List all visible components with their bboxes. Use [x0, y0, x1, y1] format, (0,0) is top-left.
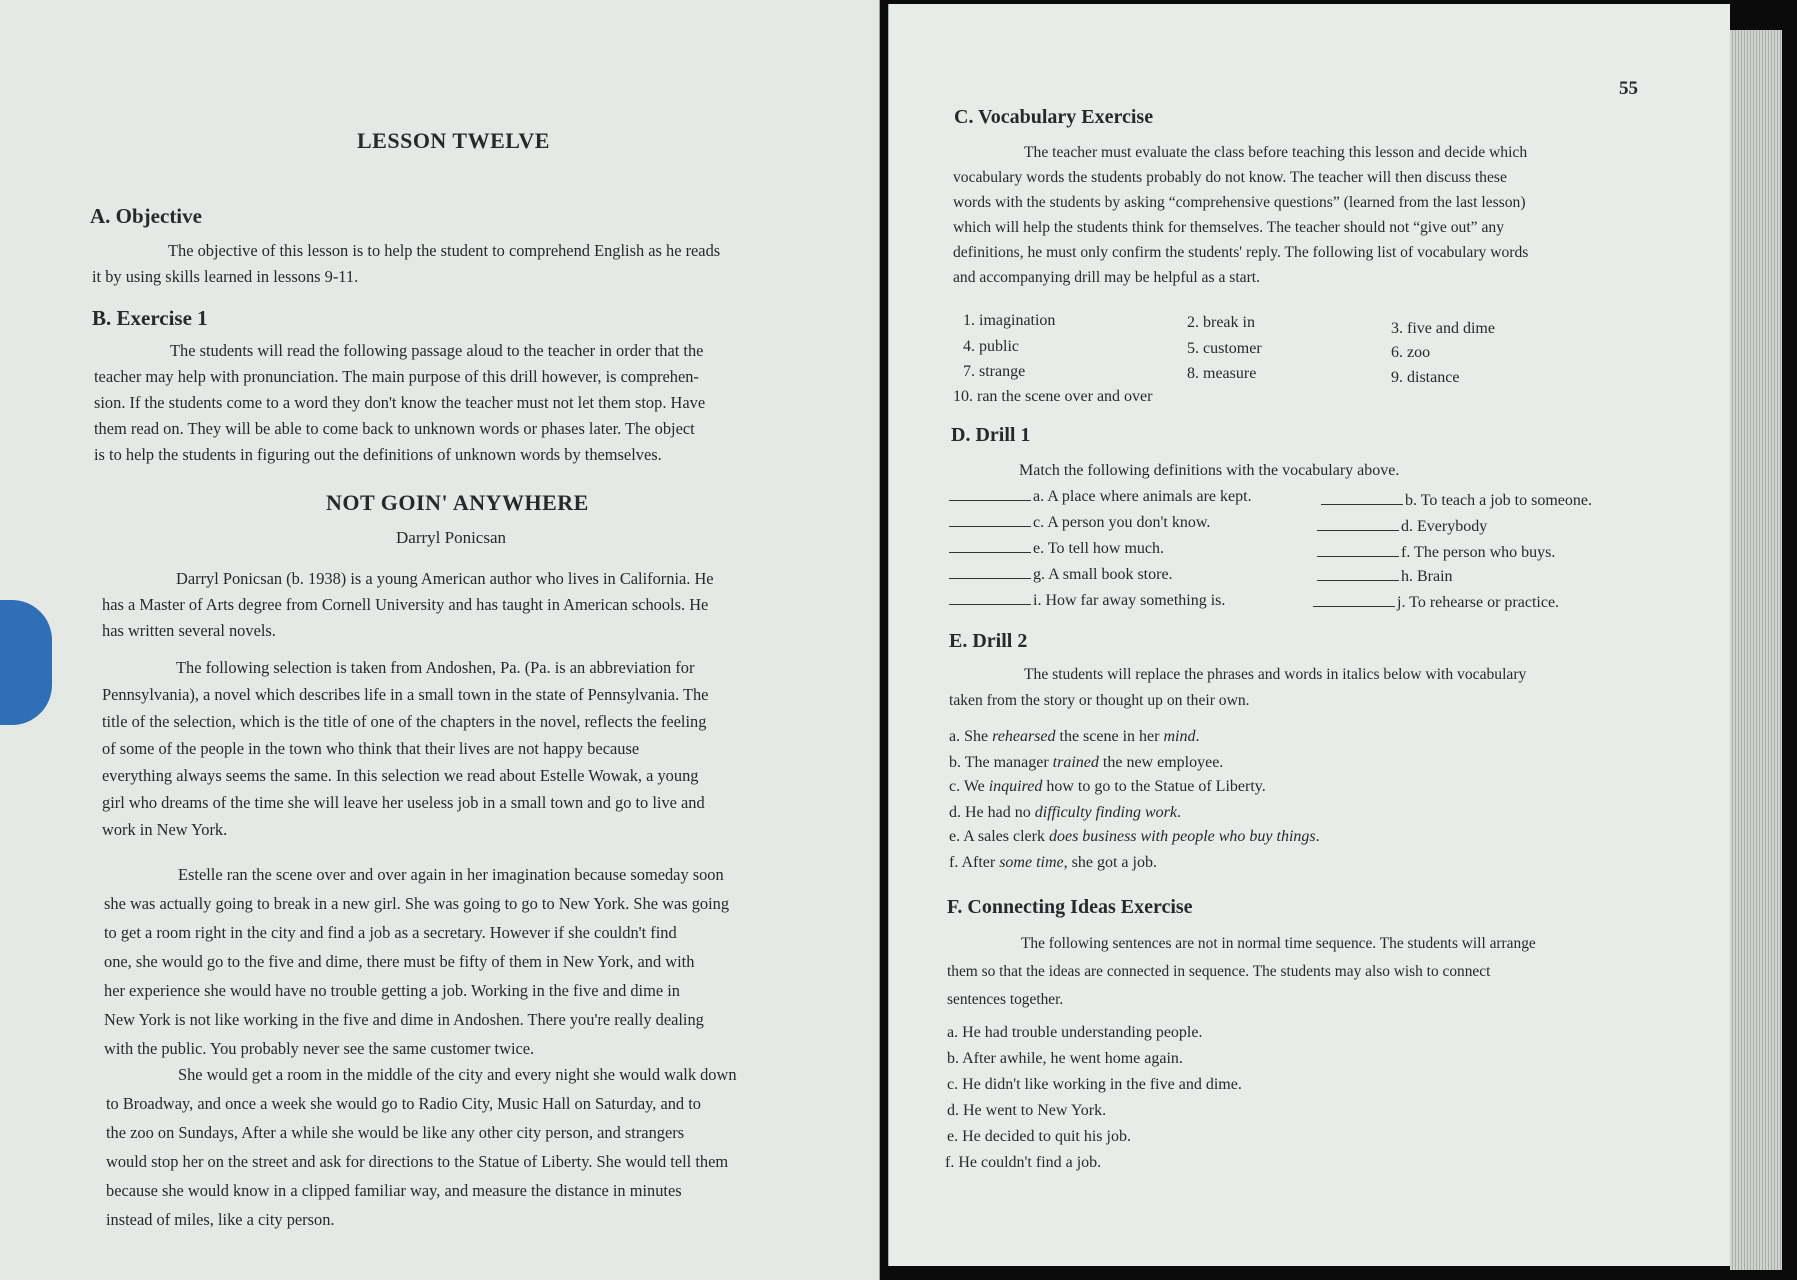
drill1-item [949, 514, 1210, 532]
text-line: The teacher must evaluate the class before teaching this lesson and decide which [1024, 144, 1528, 161]
blue-page-tab [0, 600, 52, 725]
text-line: because she would know in a clipped familiar way, and measure the distance in minutes [106, 1181, 682, 1200]
answer-blank[interactable] [949, 526, 1031, 527]
drill1-text: d. Everybody [1401, 518, 1488, 535]
vocab-item: 8. measure [1187, 365, 1257, 382]
text-line: The students will read the following passage aloud to the teacher in order that the [170, 341, 704, 360]
drill1-text: b. To teach a job to someone. [1405, 492, 1592, 509]
text-line: with the public. You probably never see the same customer twice. [104, 1039, 535, 1058]
drill1-item [949, 592, 1225, 610]
italic-phrase: does business with people who buy things [1048, 828, 1316, 845]
drill1-text: c. A person you don't know. [1033, 514, 1211, 531]
text-line: words with the students by asking “comprehensive questions” (learned from the last lesson) [953, 194, 1526, 211]
drill2-text: d. He had no [949, 804, 1035, 821]
vocab-item: 2. break in [1187, 314, 1255, 331]
vocab-item: 1. imagination [963, 312, 1056, 329]
drill1-text: e. To tell how much. [1033, 540, 1165, 557]
section-a-title: A. Objective [90, 204, 202, 228]
drill2-text: . [1195, 728, 1200, 745]
drill2-text: c. We [949, 778, 989, 795]
drill1-item [1317, 544, 1555, 562]
sequence-item: f. He couldn't find a job. [945, 1154, 1102, 1171]
text-line: vocabulary words the students probably do not know. The teacher will then discuss these [953, 169, 1507, 186]
text-line: to get a room right in the city and find a job as a secretary. However if she couldn't find [104, 923, 677, 942]
text-line: one, she would go to the five and dime, there must be fifty of them in New York, and with [104, 952, 695, 971]
italic-phrase: some time [999, 854, 1064, 871]
text-line: the zoo on Sundays, After a while she would be like any other city person, and strangers [106, 1123, 685, 1142]
drill1-text: h. Brain [1401, 568, 1453, 585]
section-e-title: E. Drill 2 [949, 630, 1028, 652]
section-f-text [947, 930, 1536, 1014]
page-stack-edge [1730, 30, 1782, 1270]
drill2-text: . [1315, 828, 1320, 845]
section-e-text [949, 662, 1526, 714]
text-line: title of the selection, which is the title of one of the chapters in the novel, reflects the feeling [102, 712, 707, 731]
sequence-item: b. After awhile, he went home again. [947, 1050, 1183, 1067]
text-line: She would get a room in the middle of the city and every night she would walk down [178, 1065, 737, 1084]
text-line: is to help the students in figuring out the definitions of unknown words by themselves. [94, 445, 662, 464]
drill2-item-a [949, 728, 1199, 746]
drill2-text: the scene in her [1055, 728, 1164, 745]
section-c-text [953, 140, 1528, 290]
text-line: them so that the ideas are connected in sequence. The students may also wish to connect [947, 963, 1491, 980]
section-b-text [94, 338, 705, 468]
answer-blank[interactable] [949, 578, 1031, 579]
story-author: Darryl Ponicsan [396, 528, 507, 547]
drill2-text: , she got a job. [1063, 854, 1157, 871]
answer-blank[interactable] [1313, 606, 1395, 607]
answer-blank[interactable] [949, 500, 1031, 501]
italic-phrase: trained [1052, 754, 1099, 771]
text-line: has written several novels. [102, 621, 276, 640]
drill2-text: . [1176, 804, 1181, 821]
drill1-item [949, 566, 1173, 584]
text-line: she was actually going to break in a new girl. She was going to go to New York. She was going [104, 894, 730, 913]
sequence-item: d. He went to New York. [947, 1102, 1107, 1119]
text-line: sentences together. [947, 991, 1064, 1008]
drill1-text: f. The person who buys. [1401, 544, 1556, 561]
text-line: definitions, he must only confirm the students' reply. The following list of vocabulary words [953, 244, 1529, 261]
answer-blank[interactable] [1317, 530, 1399, 531]
section-c-title: C. Vocabulary Exercise [954, 106, 1154, 128]
drill2-item-f [949, 854, 1157, 872]
italic-phrase: difficulty finding work [1034, 804, 1177, 821]
text-line: them read on. They will be able to come back to unknown words or phases later. The object [94, 419, 695, 438]
text-line: to Broadway, and once a week she would go to Radio City, Music Hall on Saturday, and to [106, 1094, 701, 1113]
sequence-item: e. He decided to quit his job. [947, 1128, 1131, 1145]
answer-blank[interactable] [949, 604, 1031, 605]
drill2-item-b [949, 754, 1223, 772]
text-line: has a Master of Arts degree from Cornell University and has taught in American schools. He [102, 595, 709, 614]
text-line: The students will replace the phrases and words in italics below with vocabulary [1024, 666, 1527, 683]
drill1-text: j. To rehearse or practice. [1397, 594, 1560, 611]
section-f-title: F. Connecting Ideas Exercise [947, 896, 1193, 918]
text-line: The following sentences are not in normal time sequence. The students will arrange [1021, 935, 1536, 952]
text-line: New York is not like working in the five and dime in Andoshen. There you're really dealing [104, 1010, 704, 1029]
text-line: of some of the people in the town who think that their lives are not happy because [102, 739, 640, 758]
text-line: Pennsylvania), a novel which describes life in a small town in the state of Pennsylvania. The [102, 685, 709, 704]
selection-intro [102, 654, 708, 843]
text-line: taken from the story or thought up on their own. [949, 692, 1250, 709]
answer-blank[interactable] [949, 552, 1031, 553]
text-line: Estelle ran the scene over and over again in her imagination because someday soon [178, 865, 724, 884]
text-line: teacher may help with pronunciation. The main purpose of this drill however, is comprehen- [94, 367, 699, 386]
drill2-text: b. The manager [949, 754, 1053, 771]
story-paragraph-1 [104, 860, 729, 1063]
text-line: everything always seems the same. In this selection we read about Estelle Wowak, a young [102, 766, 699, 785]
drill1-item [949, 488, 1252, 506]
story-title: NOT GOIN' ANYWHERE [326, 490, 589, 515]
section-a-text [92, 238, 720, 290]
text-line: The following selection is taken from Andoshen, Pa. (Pa. is an abbreviation for [176, 658, 695, 677]
drill1-text: a. A place where animals are kept. [1033, 488, 1252, 505]
drill2-item-e [949, 828, 1320, 846]
sequence-item: c. He didn't like working in the five and dime. [947, 1076, 1242, 1093]
author-bio [102, 566, 714, 644]
text-line: would stop her on the street and ask for directions to the Statue of Liberty. She would tell them [106, 1152, 729, 1171]
italic-phrase: mind [1163, 728, 1196, 745]
drill1-text: i. How far away something is. [1033, 592, 1226, 609]
drill2-item-d [949, 804, 1181, 822]
sequence-item: a. He had trouble understanding people. [947, 1024, 1203, 1041]
story-paragraph-2 [106, 1060, 737, 1234]
text-line: Darryl Ponicsan (b. 1938) is a young American author who lives in California. He [176, 569, 714, 588]
vocab-item: 6. zoo [1391, 344, 1431, 361]
answer-blank[interactable] [1317, 556, 1399, 557]
text-line: which will help the students think for themselves. The teacher should not “give out” any [953, 219, 1504, 236]
drill1-item [1321, 492, 1592, 510]
vocab-item: 10. ran the scene over and over [953, 388, 1153, 405]
vocab-item: 4. public [963, 338, 1019, 355]
section-d-title: D. Drill 1 [951, 424, 1031, 446]
text-line: The objective of this lesson is to help the student to comprehend English as he reads [168, 241, 721, 260]
vocab-item: 3. five and dime [1391, 320, 1495, 337]
text-line: instead of miles, like a city person. [106, 1210, 335, 1229]
vocab-item: 5. customer [1187, 340, 1262, 357]
left-page [0, 0, 880, 1280]
right-page [888, 4, 1730, 1266]
drill1-text: g. A small book store. [1033, 566, 1173, 583]
drill1-item [1317, 568, 1453, 586]
lesson-title: LESSON TWELVE [357, 128, 550, 153]
section-b-title: B. Exercise 1 [92, 306, 208, 330]
text-line: sion. If the students come to a word they don't know the teacher must not let them stop. Have [94, 393, 706, 412]
drill1-item [1313, 594, 1559, 612]
drill1-item [1317, 518, 1487, 536]
drill1-instruction: Match the following definitions with the vocabulary above. [1019, 462, 1400, 479]
page-number: 55 [1619, 78, 1638, 99]
vocab-item: 9. distance [1391, 369, 1460, 386]
drill2-text: how to go to the Statue of Liberty. [1042, 778, 1266, 795]
drill2-text: the new employee. [1098, 754, 1224, 771]
italic-phrase: rehearsed [992, 728, 1056, 745]
italic-phrase: inquired [988, 778, 1043, 795]
drill2-item-c [949, 778, 1266, 796]
text-line: her experience she would have no trouble getting a job. Working in the five and dime in [104, 981, 680, 1000]
text-line: work in New York. [102, 820, 228, 839]
text-line: girl who dreams of the time she will leave her useless job in a small town and go to live and [102, 793, 705, 812]
vocab-item: 7. strange [963, 363, 1026, 380]
text-line: and accompanying drill may be helpful as a start. [953, 269, 1261, 286]
text-line: it by using skills learned in lessons 9-11. [92, 267, 359, 286]
drill2-text: e. A sales clerk [949, 828, 1049, 845]
answer-blank[interactable] [1317, 580, 1399, 581]
answer-blank[interactable] [1321, 504, 1403, 505]
drill2-text: f. After [949, 854, 1000, 871]
drill1-item [949, 540, 1164, 558]
drill2-text: a. She [949, 728, 993, 745]
